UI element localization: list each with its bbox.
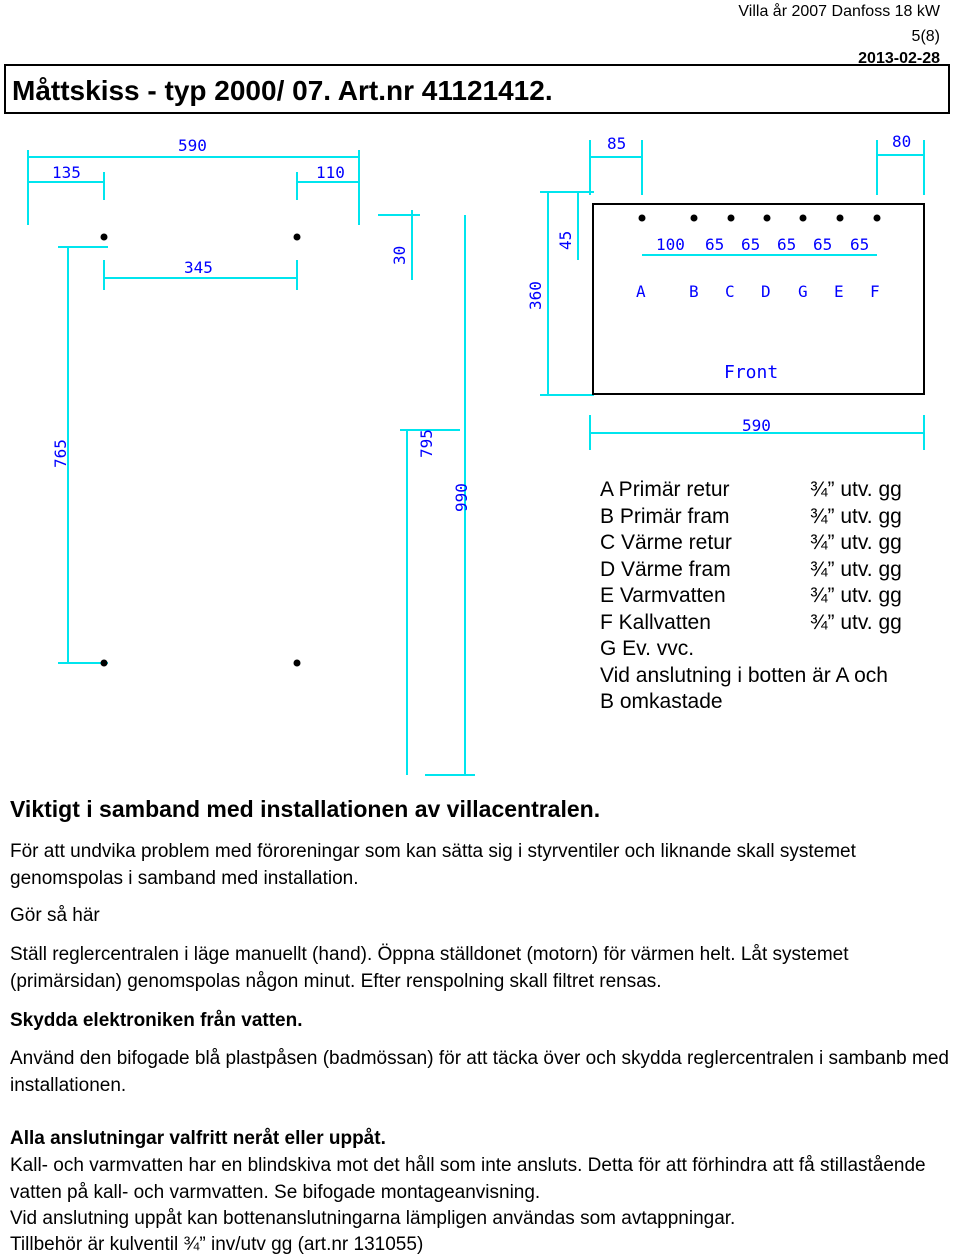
connection-letter: D [761, 282, 771, 301]
connection-letter: C [725, 282, 735, 301]
legend-row: D Värme fram ¾” utv. gg [600, 557, 902, 581]
dim-590-top: 590 [178, 136, 207, 155]
spacing-dim: 65 [705, 235, 725, 254]
legend-row: B Primär fram ¾” utv. gg [600, 504, 902, 528]
dim-135: 135 [52, 163, 81, 182]
heading-important: Viktigt i samband med installationen av villacentralen. [10, 796, 601, 822]
dim-765: 765 [51, 439, 70, 468]
paragraph-connections: Kall- och varmvatten har en blindskiva mot det håll som inte ansluts. Detta för att förhindra att få stillastående vatten på kall- och varmvatten. Se bifogade montageanvisning. [10, 1155, 926, 1203]
page-number: 5(8) [911, 28, 940, 45]
legend-note: G Ev. vvc. [600, 637, 695, 660]
heading-how-to: Gör så här [10, 905, 100, 926]
spacing-dim: 65 [813, 235, 833, 254]
front-label: Front [724, 362, 779, 383]
legend-row: E Varmvatten ¾” utv. gg [600, 584, 902, 607]
paragraph-accessory: Tillbehör är kulventil ¾” inv/utv gg (art.nr 131055) [10, 1234, 424, 1255]
spacing-dim: 65 [850, 235, 870, 254]
heading-connections: Alla anslutningar valfritt neråt eller uppåt. [10, 1128, 386, 1149]
paragraph-drain: Vid anslutning uppåt kan bottenanslutningarna lämpligen användas som avtappningar. [10, 1208, 736, 1229]
spacing-dim: 65 [777, 235, 797, 254]
connection-letter: E [834, 282, 844, 301]
dim-345: 345 [184, 258, 213, 277]
dim-45: 45 [556, 230, 575, 250]
dim-85: 85 [607, 134, 627, 153]
dim-795: 795 [417, 429, 436, 458]
document-header-title: Villa år 2007 Danfoss 18 kW [738, 3, 940, 20]
dim-30: 30 [390, 245, 409, 265]
title-box [4, 64, 950, 114]
spacing-dim: 65 [741, 235, 761, 254]
page-title: Måttskiss - typ 2000/ 07. Art.nr 41121412. [12, 75, 553, 106]
connection-letter: G [798, 282, 808, 301]
legend-row: F Kallvatten ¾” utv. gg [600, 610, 902, 634]
document-date: 2013-02-28 [858, 50, 940, 67]
connection-letter: B [689, 282, 699, 301]
spacing-dim: 100 [656, 235, 685, 254]
legend-row: C Värme retur ¾” utv. gg [600, 531, 902, 554]
connection-legend [600, 477, 902, 716]
heading-protect: Skydda elektroniken från vatten. [10, 1010, 303, 1031]
dim-360: 360 [526, 281, 545, 310]
legend-note: Vid anslutning i botten är A och [600, 663, 888, 687]
dim-990: 990 [452, 483, 471, 512]
legend-row: A Primär retur ¾” utv. gg [600, 478, 902, 501]
connection-letter: A [636, 282, 646, 301]
connection-letter: F [870, 282, 880, 301]
dim-80: 80 [892, 132, 912, 151]
paragraph-steps: Ställ reglercentralen i läge manuellt (hand). Öppna ställdonet (motorn) för värmen helt. Låt systemet (primärsidan) genomspolas någon minut. Efter renspolning skall filtret rensas. [10, 944, 849, 992]
dim-590-bottom: 590 [742, 416, 771, 435]
legend-note: B omkastade [600, 690, 723, 713]
dim-110: 110 [316, 163, 345, 182]
paragraph-intro: För att undvika problem med föroreningar som kan sätta sig i styrventiler och liknande skall systemet genomspolas i samband med installation. [10, 841, 856, 889]
paragraph-protect: Använd den bifogade blå plastpåsen (badmössan) för att täcka över och skydda reglercentralen i sambanb med installationen. [10, 1048, 949, 1096]
